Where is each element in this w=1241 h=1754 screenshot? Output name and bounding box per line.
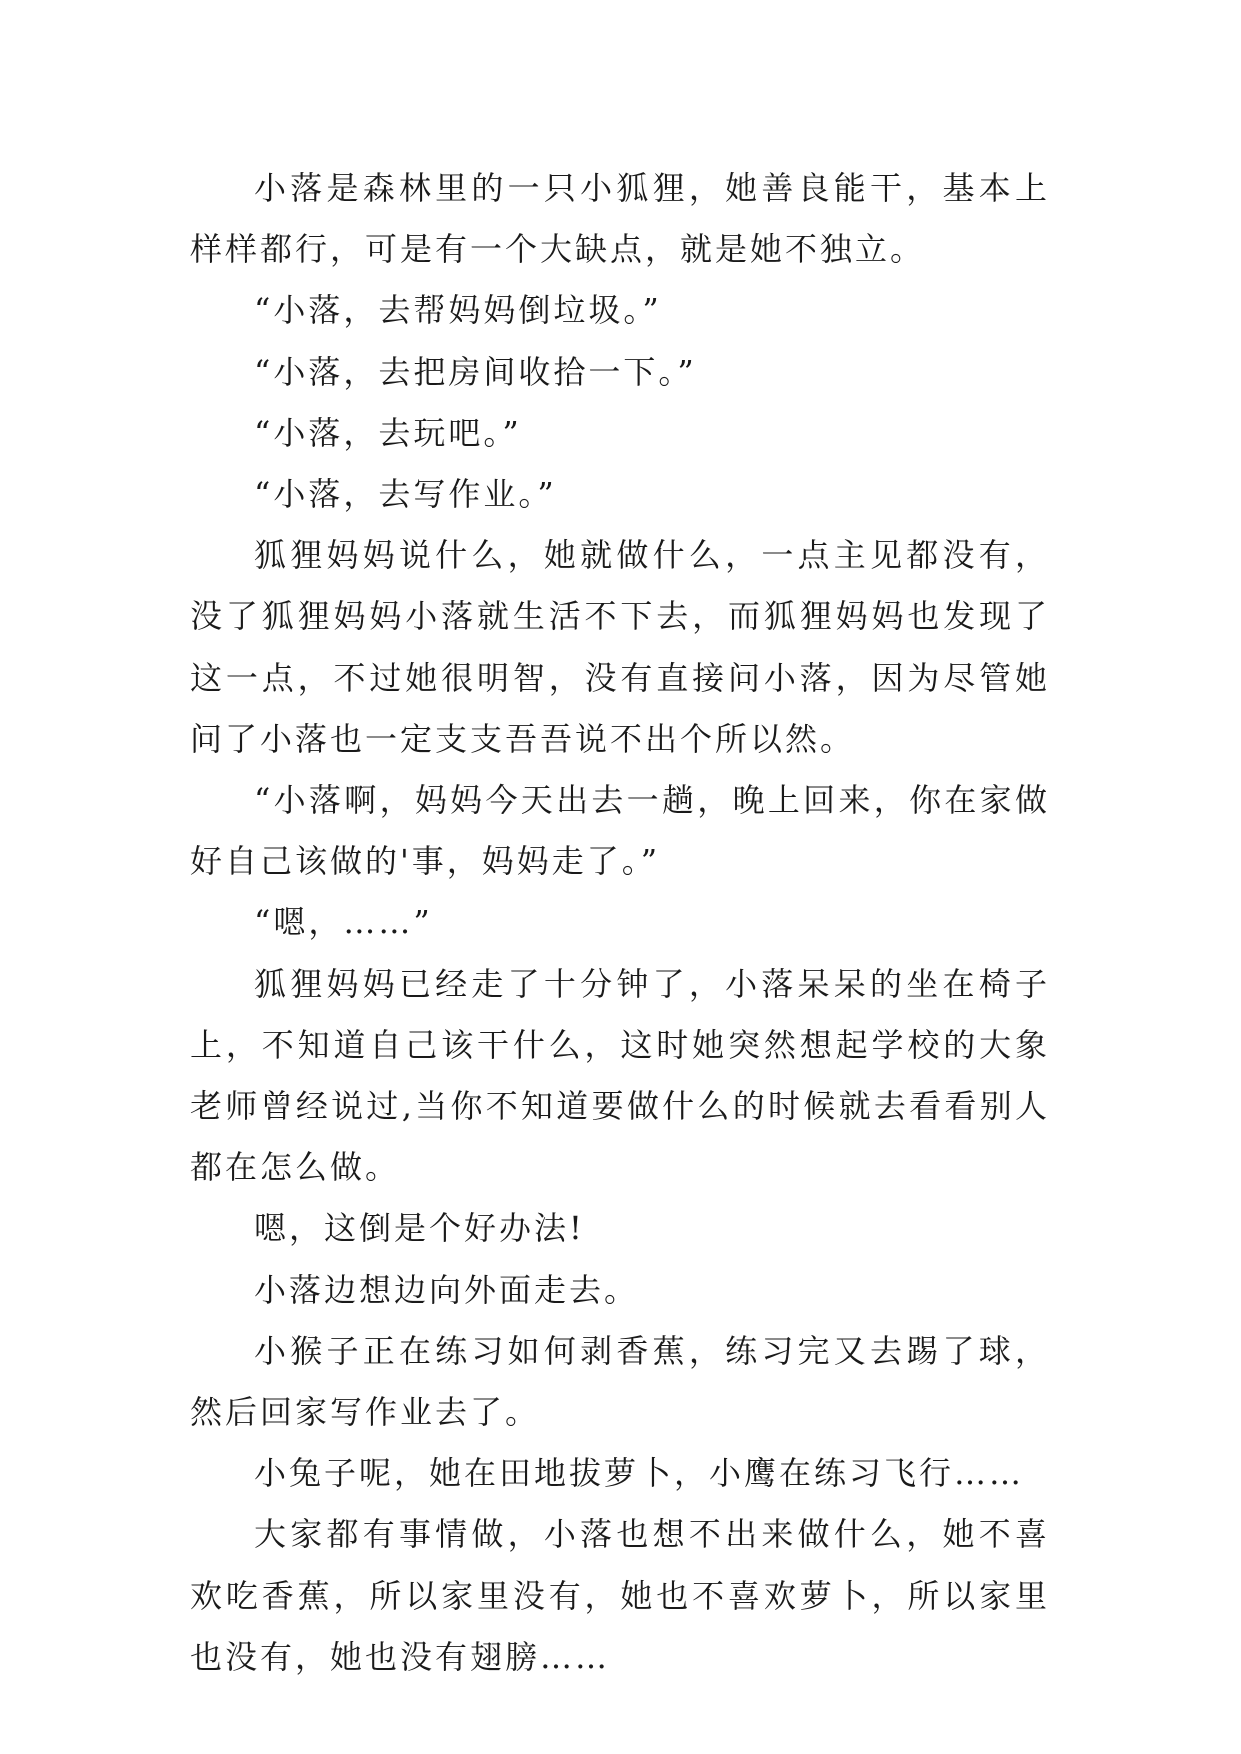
paragraph-10: 嗯，这倒是个好办法! — [254, 1209, 585, 1248]
paragraph-8: “嗯，……” — [254, 903, 433, 942]
paragraph-1: 小落是森林里的一只小狐狸，她善良能干，基本上样样都行，可是有一个大缺点，就是她不独立。 — [190, 169, 1050, 269]
paragraph-6: 狐狸妈妈说什么，她就做什么，一点主见都没有，没了狐狸妈妈小落就生活不下去，而狐狸妈妈也发现了这一点，不过她很明智，没有直接问小落，因为尽管她问了小落也一定支支吾吾说不出个所以然。 — [190, 536, 1050, 758]
paragraph-7: “小落啊，妈妈今天出去一趟，晚上回来，你在家做好自己该做的'事，妈妈走了。” — [190, 781, 1050, 881]
paragraph-4: “小落，去玩吧。” — [254, 413, 522, 452]
paragraph-12: 小猴子正在练习如何剥香蕉，练习完又去踢了球，然后回家写作业去了。 — [190, 1331, 1050, 1432]
paragraph-3: “小落，去把房间收拾一下。” — [254, 352, 697, 391]
story-text — [190, 158, 1050, 1688]
paragraph-2: “小落，去帮妈妈倒垃圾。” — [254, 291, 662, 330]
paragraph-14: 大家都有事情做，小落也想不出来做什么，她不喜欢吃香蕉，所以家里没有，她也不喜欢萝卜，所以家里也没有，她也没有翅膀…… — [190, 1515, 1050, 1676]
paragraph-5: “小落，去写作业。” — [254, 475, 557, 514]
paragraph-9: 狐狸妈妈已经走了十分钟了，小落呆呆的坐在椅子上，不知道自己该干什么，这时她突然想起学校的大象老师曾经说过,当你不知道要做什么的时候就去看看别人都在怎么做。 — [190, 964, 1050, 1187]
paragraph-11: 小落边想边向外面走去。 — [254, 1270, 640, 1309]
paragraph-13: 小兔子呢，她在田地拔萝卜，小鹰在练习飞行…… — [254, 1454, 1025, 1493]
